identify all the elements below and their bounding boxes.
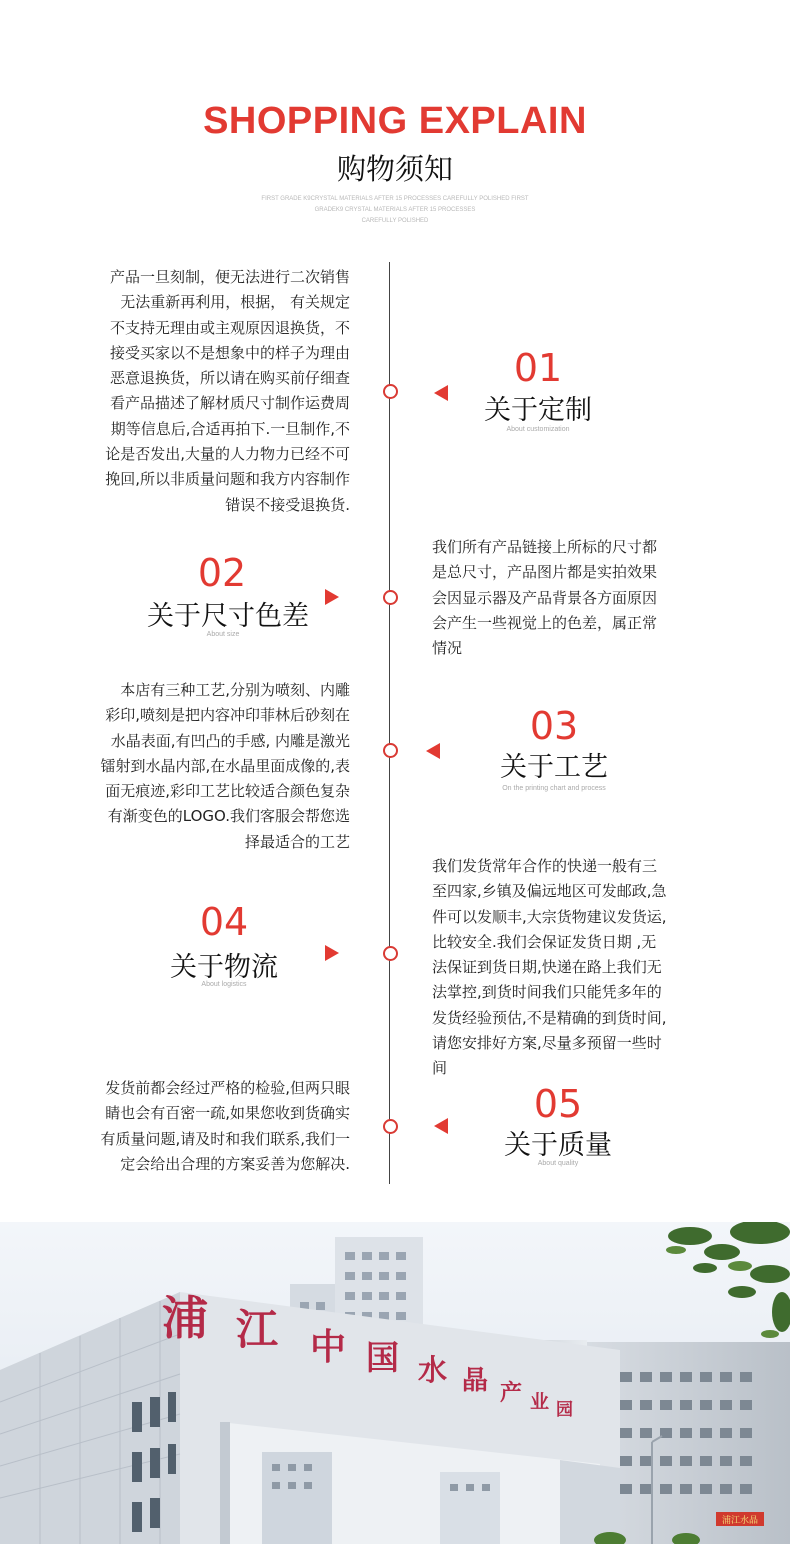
timeline-dot-01 xyxy=(383,384,398,399)
section-01-title: 关于定制 xyxy=(484,395,592,426)
timeline-dot-02 xyxy=(383,590,398,605)
pointer-left-icon xyxy=(434,1118,448,1134)
svg-text:国: 国 xyxy=(366,1338,399,1377)
section-02-text: 我们所有产品链接上所标的尺寸都 是总尺寸，产品图片都是实拍效果 会因显示器及产品背景各方面原因 会产生一些视觉上的色差，属正常 情况 xyxy=(432,538,658,658)
pointer-right-icon xyxy=(325,945,339,961)
section-04-text: 我们发货常年合作的快递一般有三 至四家,乡镇及偏远地区可发邮政,急 件可以发顺丰,大宗货物建议发货运, 比较安全.我们会保证发货日期 ,无 法保证到货日期,快递在路上我们无 法掌控,到货时间我们只能凭多年的 发货经验预估,不是精确的到货时间, 请您安排好方案,尽量多预留一些时 间 xyxy=(432,857,667,1078)
section-01-subtitle: About customization xyxy=(506,426,570,433)
crystal-park-photo xyxy=(0,1222,790,1544)
svg-text:江: 江 xyxy=(236,1305,279,1354)
pointer-right-icon xyxy=(325,589,339,605)
section-03-title: 关于工艺 xyxy=(500,752,608,783)
section-04-number: 04 xyxy=(199,900,249,944)
svg-text:业: 业 xyxy=(530,1391,550,1413)
section-02-subtitle: About size xyxy=(206,631,240,638)
title-chinese: 购物须知 xyxy=(336,152,453,186)
title-english: SHOPPING EXPLAIN xyxy=(203,100,587,142)
svg-text:浦: 浦 xyxy=(162,1291,208,1345)
svg-text:产: 产 xyxy=(500,1380,523,1406)
svg-text:园: 园 xyxy=(556,1400,573,1420)
svg-text:晶: 晶 xyxy=(462,1366,489,1396)
svg-text:水: 水 xyxy=(418,1353,448,1387)
section-05-title: 关于质量 xyxy=(504,1130,612,1161)
timeline-dot-03 xyxy=(383,743,398,758)
section-03-subtitle: On the printing chart and process xyxy=(502,785,606,792)
section-02-title: 关于尺寸色差 xyxy=(147,601,309,632)
section-05-text: 发货前都会经过严格的检验,但两只眼 睛也会有百密一疏,如果您收到货确实 有质量问题,请及时和我们联系,我们一 定会给出合理的方案妥善为您解决. xyxy=(100,1079,350,1173)
timeline-line xyxy=(389,262,390,1184)
section-01-text: 产品一旦刻制，便无法进行二次销售 无法重新再利用，根据， 有关规定 不支持无理由或主观原因退换货，不 接受买家以不是想象中的样子为理由 恶意退换货，所以请在购买前仔细查 看产品描述了解材质尺寸制作运费周 期等信息后,合适再拍下.一旦制作,不 论是否发出,大量的人力物力已经不可 挽回,所以非质量问题和我方内容制作 错误不接受退换货. xyxy=(105,268,350,514)
small-shop-sign: 浦江水晶 xyxy=(721,1516,759,1526)
pointer-left-icon xyxy=(426,743,440,759)
section-05-number: 05 xyxy=(533,1082,583,1126)
section-02-number: 02 xyxy=(197,551,247,595)
timeline-dot-05 xyxy=(383,1119,398,1134)
pointer-left-icon xyxy=(434,385,448,401)
header-subtitle: FIRST GRADE K9CRYSTAL MATERIALS AFTER 15 PROCESSES CAREFULLY POLISHED FIRST GRADEK9 CRYSTAL MATERIALS AFTER 15 PROCESSES CAREFULLY POLISHED xyxy=(261,196,529,224)
section-01-number: 01 xyxy=(513,346,563,390)
timeline-dot-04 xyxy=(383,946,398,961)
section-04-title: 关于物流 xyxy=(170,952,278,983)
section-03-text: 本店有三种工艺,分别为喷刻、内雕 彩印,喷刻是把内容冲印菲林后砂刻在 水晶表面,有凹凸的手感, 内雕是激光 镭射到水晶内部,在水晶里面成像的,表 面无痕迹,彩印工艺比较适合颜色复杂 有渐变色的LOGO.我们客服会帮您选 择最适合的工艺 xyxy=(100,681,350,851)
svg-text:中: 中 xyxy=(310,1326,347,1368)
section-03-number: 03 xyxy=(529,704,579,748)
section-04-subtitle: About logistics xyxy=(201,981,247,988)
section-05-subtitle: About quality xyxy=(537,1160,579,1167)
